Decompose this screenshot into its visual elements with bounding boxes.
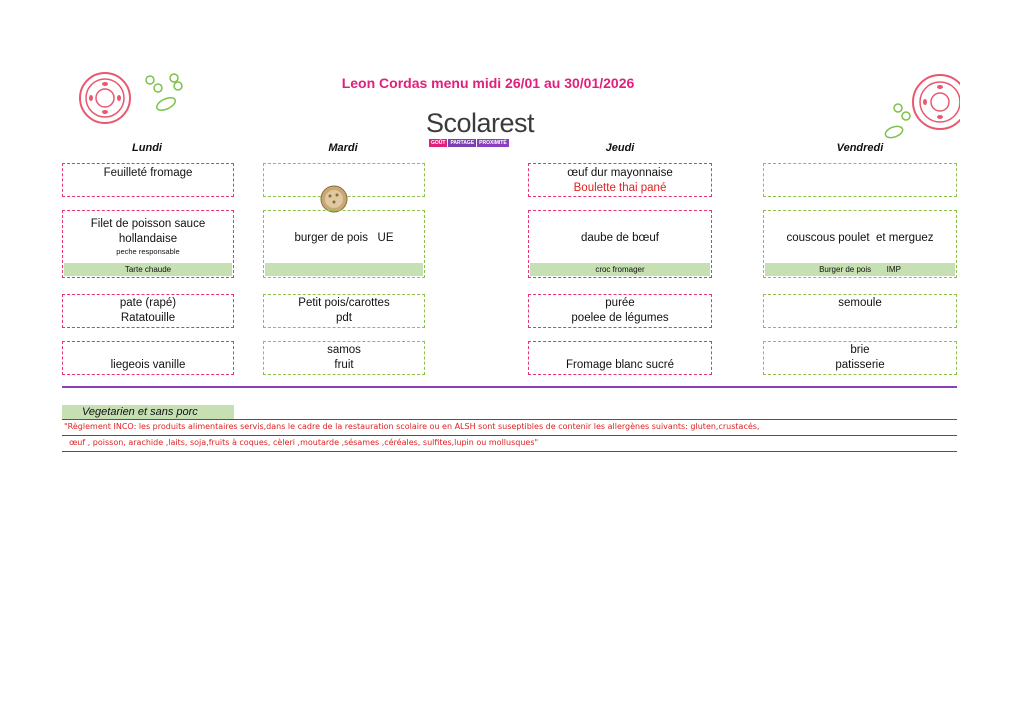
jeudi-dessert: Fromage blanc sucré — [528, 341, 712, 375]
vendredi-plat: couscous poulet et merguez Burger de pois IMP — [763, 210, 957, 278]
lundi-alt-band: Tarte chaude — [64, 263, 232, 276]
allergen-note-line-2: œuf , poisson, arachide ,laits, soja,fruits à coques, cèleri ,moutarde ,sésames ,céréales, sulfites,lupin ou mollusques" — [64, 438, 539, 447]
logo-tagline: GOÛT PARTAGE PROXIMITÉ — [431, 140, 507, 146]
menu-title: Leon Cordas menu midi 26/01 au 30/01/2026 — [341, 75, 635, 91]
mardi-dessert: samos fruit — [263, 341, 425, 375]
jeudi-entree: œuf dur mayonnaise Boulette thai pané — [528, 163, 712, 197]
lundi-plat: Filet de poisson sauce hollandaise peche responsable Tarte chaude — [62, 210, 234, 278]
note-bottom-rule — [62, 451, 957, 452]
scolarest-logo: Scolarest GOÛT PARTAGE PROXIMITÉ — [426, 108, 535, 146]
mardi-alt-band — [265, 263, 423, 276]
day-header-lundi: Lundi — [132, 142, 162, 154]
section-divider — [62, 386, 957, 388]
day-header-jeudi: Jeudi — [605, 142, 635, 154]
day-header-vendredi: Vendredi — [836, 142, 884, 154]
vendredi-entree — [763, 163, 957, 197]
legend-vegetarien: Vegetarien et sans porc — [62, 405, 234, 419]
vendredi-dessert: brie patisserie — [763, 341, 957, 375]
lundi-entree: Feuilleté fromage — [62, 163, 234, 197]
note-mid-rule — [62, 435, 957, 436]
mardi-accompagnement: Petit pois/carottes pdt — [263, 294, 425, 328]
lundi-dessert: liegeois vanille — [62, 341, 234, 375]
allergen-note-line-1: "Règlement INCO: les produits alimentaires servis,dans le cadre de la restauration scolaire ou en ALSH sont suseptibles de contenir les allergènes suivants: gluten,crustacés, — [64, 422, 760, 431]
vendredi-alt-band: Burger de pois IMP — [765, 263, 955, 276]
jeudi-accompagnement: purée poelee de légumes — [528, 294, 712, 328]
lundi-accompagnement: pate (rapé) Ratatouille — [62, 294, 234, 328]
jeudi-plat: daube de bœuf croc fromager — [528, 210, 712, 278]
vendredi-accompagnement: semoule — [763, 294, 957, 328]
note-top-rule — [62, 419, 957, 420]
mardi-plat: burger de pois UE — [263, 210, 425, 278]
day-header-mardi: Mardi — [328, 142, 358, 154]
jeudi-alt-band: croc fromager — [530, 263, 710, 276]
